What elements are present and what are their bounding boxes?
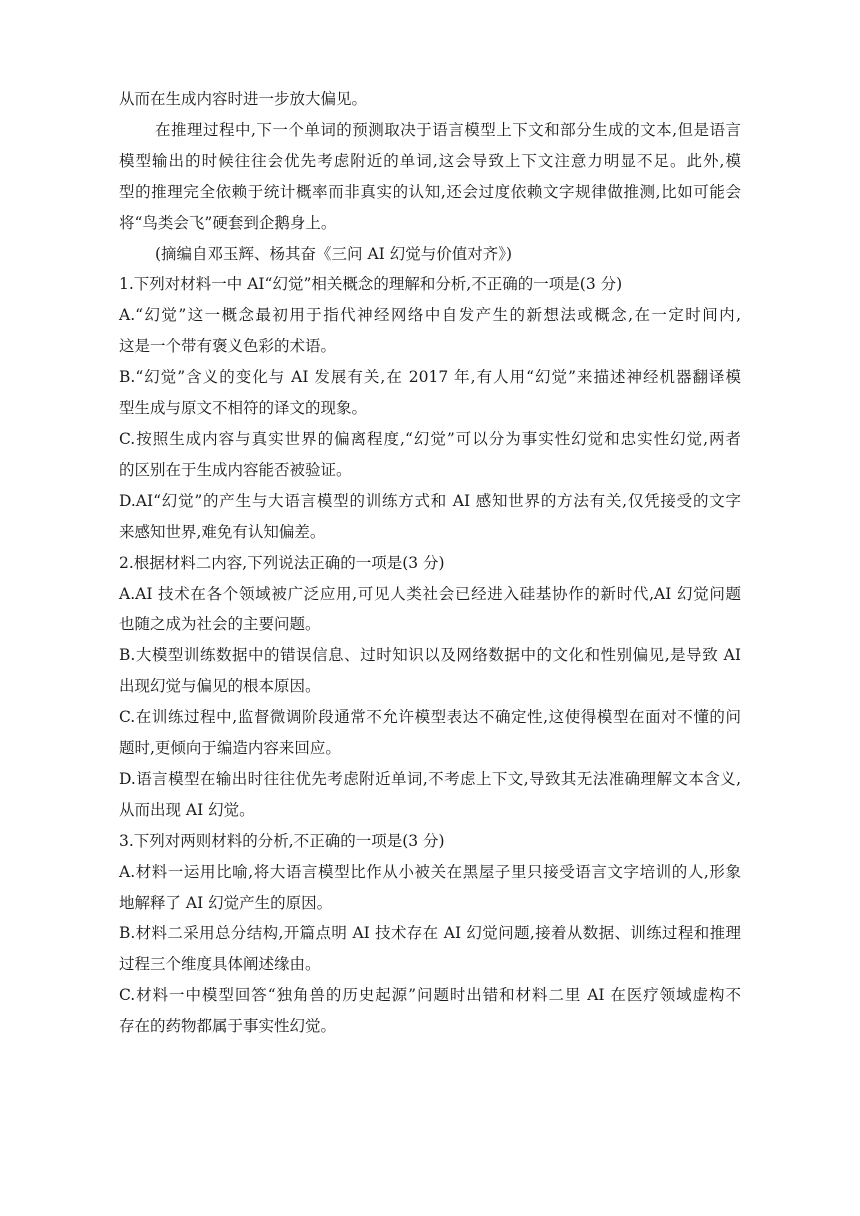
text-line: 模型输出的时候往往会优先考虑附近的单词,这会导致上下文注意力明显不足。此外,模: [119, 151, 741, 170]
text-line: D.语言模型在输出时往往优先考虑附近单词,不考虑上下文,导致其无法准确理解文本含义,: [119, 769, 741, 788]
text-line: 1.下列对材料一中 AI“幻觉”相关概念的理解和分析,不正确的一项是(3 分): [119, 275, 623, 294]
text-line: 从而出现 AI 幻觉。: [119, 800, 255, 819]
text-line: B.材料二采用总分结构,开篇点明 AI 技术存在 AI 幻觉问题,接着从数据、训练过程和推理: [119, 924, 741, 943]
text-line: 从而在生成内容时进一步放大偏见。: [119, 90, 368, 108]
text-line: 题时,更倾向于编造内容来回应。: [119, 739, 341, 758]
text-line: 将“鸟类会飞”硬套到企鹅身上。: [119, 213, 337, 232]
text-line: 3.下列对两则材料的分析,不正确的一项是(3 分): [119, 831, 445, 850]
text-line: (摘编自邓玉辉、杨其奋《三问 AI 幻觉与价值对齐》): [155, 244, 513, 263]
document-page: [119, 84, 741, 1042]
text-line: 在推理过程中,下一个单词的预测取决于语言模型上下文和部分生成的文本,但是语言: [155, 120, 741, 139]
text-line: B.大模型训练数据中的错误信息、过时知识以及网络数据中的文化和性别偏见,是导致 AI: [119, 646, 741, 665]
text-line: 型的推理完全依赖于统计概率而非真实的认知,还会过度依赖文字规律做推测,比如可能会: [119, 182, 741, 201]
text-line: B.“幻觉”含义的变化与 AI 发展有关,在 2017 年,有人用“幻觉”来描述神经机器翻译模: [119, 368, 741, 387]
text-line: 也随之成为社会的主要问题。: [119, 615, 321, 634]
text-line: D.AI“幻觉”的产生与大语言模型的训练方式和 AI 感知世界的方法有关,仅凭接受的文字: [119, 491, 741, 510]
text-line: 来感知世界,难免有认知偏差。: [119, 522, 326, 541]
text-line: 型生成与原文不相符的译文的现象。: [119, 399, 368, 418]
text-line: 出现幻觉与偏见的根本原因。: [119, 677, 321, 696]
text-line: 存在的药物都属于事实性幻觉。: [119, 1017, 337, 1036]
text-line: 过程三个维度具体阐述缘由。: [119, 955, 321, 974]
text-line: 这是一个带有褒义色彩的术语。: [119, 337, 337, 356]
text-line: C.材料一中模型回答“独角兽的历史起源”问题时出错和材料二里 AI 在医疗领域虚构不: [119, 986, 741, 1005]
text-line: A.“幻觉”这一概念最初用于指代神经网络中自发产生的新想法或概念,在一定时间内,: [119, 306, 741, 325]
text-line: A.AI 技术在各个领域被广泛应用,可见人类社会已经进入硅基协作的新时代,AI 幻觉问题: [119, 584, 741, 603]
text-line: 2.根据材料二内容,下列说法正确的一项是(3 分): [119, 553, 445, 572]
text-line: A.材料一运用比喻,将大语言模型比作从小被关在黑屋子里只接受语言文字培训的人,形象: [119, 862, 741, 881]
text-line: 地解释了 AI 幻觉产生的原因。: [119, 893, 333, 912]
text-line: C.在训练过程中,监督微调阶段通常不允许模型表达不确定性,这使得模型在面对不懂的问: [119, 708, 741, 727]
text-line: C.按照生成内容与真实世界的偏离程度,“幻觉”可以分为事实性幻觉和忠实性幻觉,两者: [119, 429, 741, 448]
text-line: 的区别在于生成内容能否被验证。: [119, 460, 352, 479]
